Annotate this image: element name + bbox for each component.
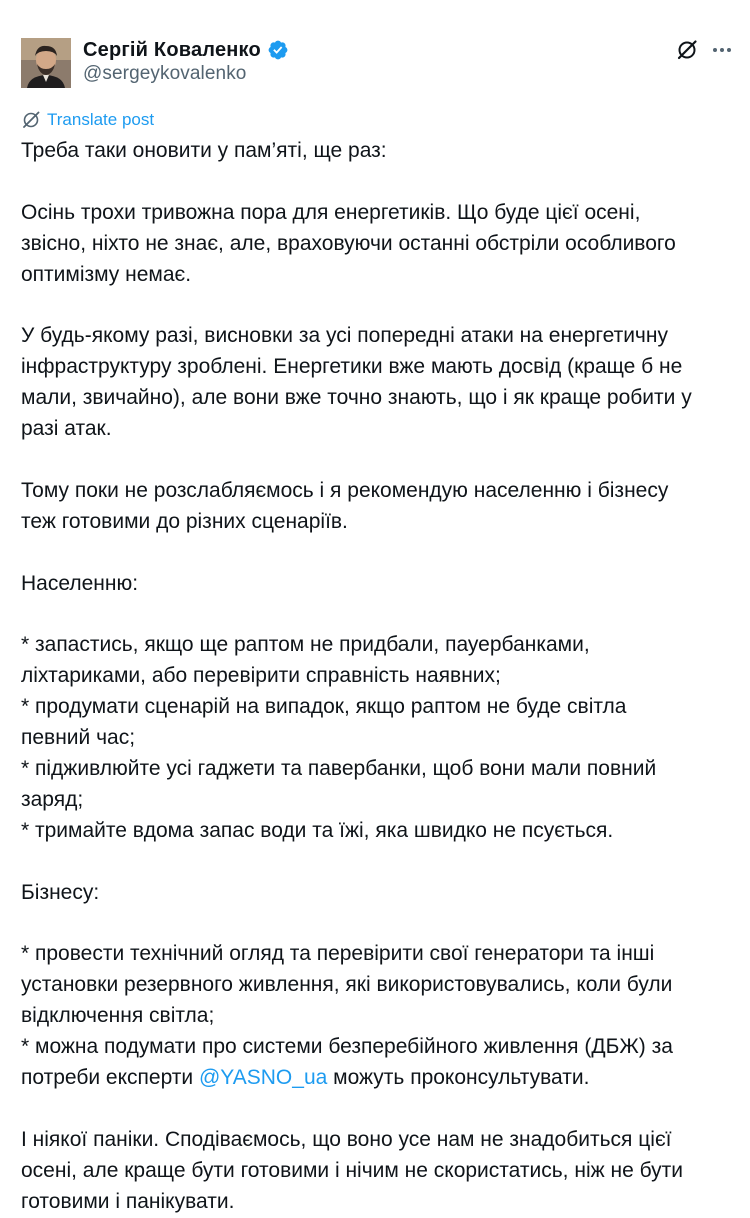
post-text-line: певний час;	[21, 726, 136, 750]
post-text-line: Населенню:	[21, 571, 139, 595]
post-text-line: звісно, ніхто не знає, але, враховуючи останні обстріли особливого	[21, 231, 676, 255]
post-text-line: * можна подумати про системи безперебійного живлення (ДБЖ) за	[21, 1035, 673, 1059]
post-text-line: * продумати сценарій на випадок, якщо раптом не буде світла	[21, 695, 627, 719]
post-text-line	[21, 1063, 733, 1094]
post-text-line: ліхтариками, або перевірити справність наявних;	[21, 664, 501, 688]
mention-line-prefix: потреби експерти	[21, 1066, 199, 1090]
mention-line-suffix: можуть проконсультувати.	[327, 1066, 590, 1090]
post-text-line: * провести технічний огляд та перевірити свої генератори та інші	[21, 942, 655, 966]
post-text-line: мали, звичайно), але вони вже точно знають, що і як краще робити у	[21, 386, 692, 410]
post-text-line: Треба таки оновити у пам’яті, ще раз:	[21, 139, 387, 162]
post-paragraph	[21, 569, 733, 600]
avatar-image	[21, 38, 71, 88]
post-text	[21, 136, 733, 1218]
post-text-line: Тому поки не розслабляємось і я рекомендую населенню і бізнесу	[21, 478, 669, 502]
post-text-line: разі атак.	[21, 417, 112, 441]
post-text-line: оптимізму немає.	[21, 262, 192, 286]
post-paragraph	[21, 1125, 733, 1218]
post-text-line: І ніякої паніки. Сподіваємось, що воно усе нам не знадобиться цієї	[21, 1127, 672, 1151]
translate-icon	[21, 110, 41, 130]
post-paragraph	[21, 321, 733, 445]
post-paragraph	[21, 878, 733, 909]
author-name-row	[83, 37, 289, 63]
post-paragraph	[21, 476, 733, 538]
post-text-line: теж готовими до різних сценаріїв.	[21, 509, 348, 533]
grok-icon[interactable]	[676, 39, 698, 61]
post-text-line: * підживлюйте усі гаджети та павербанки, щоб вони мали повний	[21, 757, 657, 781]
mention-link-yasno[interactable]: @YASNO_ua	[198, 1066, 328, 1090]
post-text-line: установки резервного живлення, які використовувались, коли були	[21, 973, 673, 997]
post-paragraph	[21, 198, 733, 291]
post-text-line: Бізнесу:	[21, 880, 100, 904]
author-handle[interactable]: @sergeykovalenko	[83, 63, 247, 84]
post-text-line: відключення світла;	[21, 1004, 215, 1028]
post-paragraph	[21, 939, 733, 1094]
post-text-line: заряд;	[21, 787, 84, 811]
post-paragraph	[21, 630, 733, 846]
post-text-line: Осінь трохи тривожна пора для енергетиків. Що буде цієї осені,	[21, 200, 641, 224]
author-display-name[interactable]: Сергій Коваленко	[83, 38, 261, 61]
post-paragraph	[21, 136, 733, 167]
post-text-line: осені, але краще бути готовими і нічим не скористатись, ніж не бути	[21, 1158, 684, 1182]
post-text-line: готовими і панікувати.	[21, 1189, 235, 1213]
translate-post-link[interactable]	[21, 108, 154, 132]
verified-badge-icon	[267, 39, 289, 61]
post-header	[0, 0, 750, 100]
post-text-line: У будь-якому разі, висновки за усі попередні атаки на енергетичну	[21, 324, 668, 348]
post-text-line: * запастись, якщо ще раптом не придбали, пауербанками,	[21, 633, 590, 657]
avatar[interactable]	[21, 38, 71, 88]
post-text-line: інфраструктуру зроблені. Енергетики вже мають досвід (краще б не	[21, 355, 683, 379]
translate-post-label: Translate post	[47, 110, 155, 129]
post-text-line: * тримайте вдома запас води та їжі, яка швидко не псується.	[21, 818, 614, 842]
more-options-icon[interactable]	[710, 40, 734, 60]
